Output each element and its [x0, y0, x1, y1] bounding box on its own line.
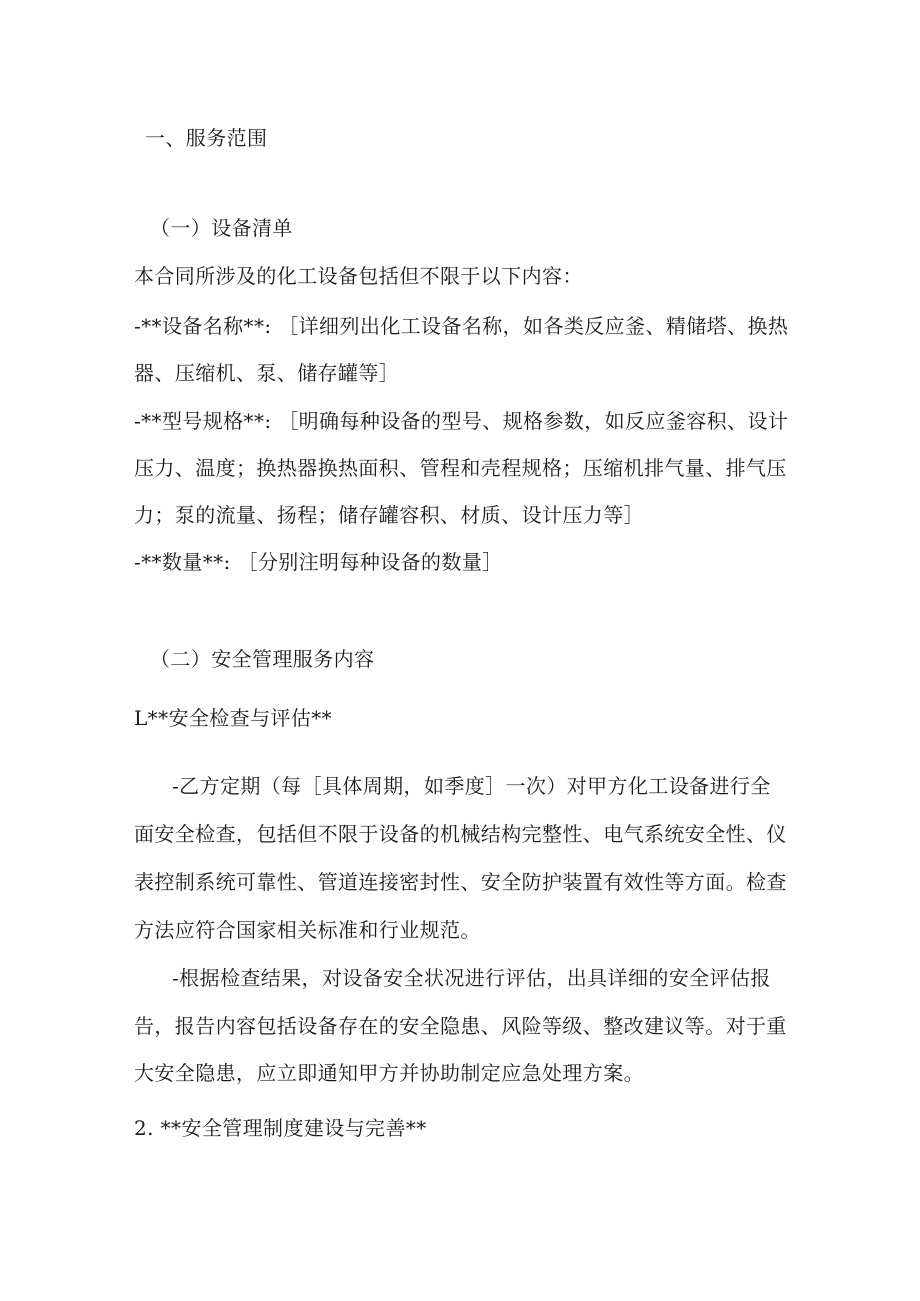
paragraph-1-line-1: -乙方定期（每［具体周期，如季度］一次）对甲方化工设备进行全 — [172, 774, 771, 798]
equipment-name-line-1: -**设备名称**: ［详细列出化工设备名称，如各类反应釜、精储塔、换热 — [134, 314, 789, 338]
subsection-heading-safety-services: （二）安全管理服务内容 — [150, 647, 375, 671]
equipment-name-line-2: 器、压缩机、泵、储存罐等］ — [134, 361, 400, 385]
model-spec-line-1: -**型号规格**: ［明确每种设备的型号、规格参数，如反应釜容积、设计 — [134, 409, 789, 433]
paragraph-2-line-2: 告，报告内容包括设备存在的安全隐患、风险等级、整改建议等。对于重 — [134, 1014, 787, 1038]
subsection-heading-equipment-list: （一）设备清单 — [150, 216, 293, 240]
paragraph-1-line-3: 表控制系统可靠性、管道连接密封性、安全防护装置有效性等方面。检查 — [134, 870, 787, 894]
paragraph-2-line-1: -根据检查结果，对设备安全状况进行评估，出具详细的安全评估报 — [172, 966, 771, 990]
model-spec-line-2: 压力、温度；换热器换热面积、管程和壳程规格；压缩机排气量、排气压 — [134, 456, 787, 480]
equipment-intro-text: 本合同所涉及的化工设备包括但不限于以下内容： — [134, 264, 583, 288]
item-2-heading: 2. **安全管理制度建设与完善** — [134, 1116, 427, 1140]
item-1-heading: L**安全检查与评估** — [134, 706, 333, 730]
section-heading: 一、服务范围 — [145, 126, 268, 150]
paragraph-1-line-2: 面安全检查，包括但不限于设备的机械结构完整性、电气系统安全性、仪 — [134, 822, 787, 846]
quantity-line: -**数量**: ［分别注明每种设备的数量］ — [134, 550, 503, 574]
model-spec-line-3: 力；泵的流量、扬程；储存罐容积、材质、设计压力等］ — [134, 503, 644, 527]
paragraph-2-line-3: 大安全隐患，应立即通知甲方并协助制定应急处理方案。 — [134, 1061, 644, 1085]
paragraph-1-line-4: 方法应符合国家相关标准和行业规范。 — [134, 918, 481, 942]
